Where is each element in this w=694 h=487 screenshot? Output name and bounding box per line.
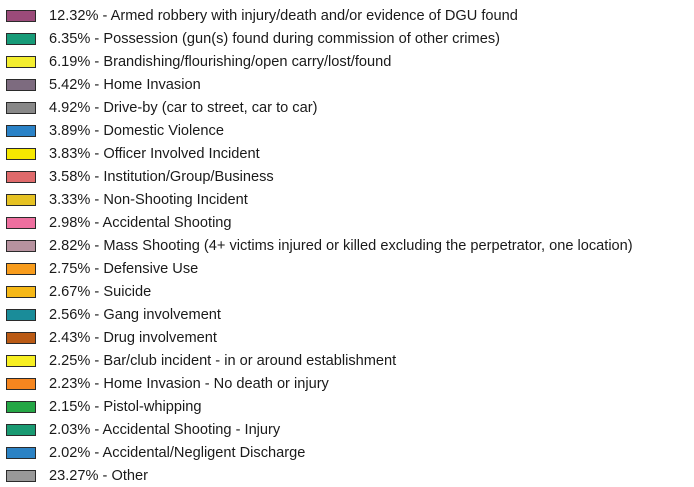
legend-label: 2.75% - Defensive Use: [49, 260, 199, 277]
legend-item: [6, 211, 692, 234]
legend-item: [6, 96, 692, 119]
legend-swatch: [6, 148, 36, 160]
legend-item: [6, 119, 692, 142]
legend-label: 6.19% - Brandishing/flourishing/open carry/lost/found: [49, 53, 392, 70]
legend-swatch: [6, 194, 36, 206]
legend-swatch: [6, 217, 36, 229]
legend-swatch: [6, 56, 36, 68]
legend-label: 2.82% - Mass Shooting (4+ victims injured or killed excluding the perpetrator, one location): [49, 237, 633, 254]
legend-label: 2.02% - Accidental/Negligent Discharge: [49, 444, 306, 461]
legend-swatch: [6, 447, 36, 459]
legend-item: [6, 349, 692, 372]
legend-label: 2.03% - Accidental Shooting - Injury: [49, 421, 281, 438]
legend-label: 12.32% - Armed robbery with injury/death and/or evidence of DGU found: [49, 7, 518, 24]
legend-item: [6, 372, 692, 395]
legend-swatch: [6, 424, 36, 436]
legend-item: [6, 165, 692, 188]
legend-item: [6, 4, 692, 27]
legend-swatch: [6, 378, 36, 390]
legend-label: 2.56% - Gang involvement: [49, 306, 221, 323]
legend-item: [6, 188, 692, 211]
legend-swatch: [6, 102, 36, 114]
legend-item: [6, 326, 692, 349]
legend-swatch: [6, 286, 36, 298]
legend-swatch: [6, 263, 36, 275]
legend-label: 3.89% - Domestic Violence: [49, 122, 224, 139]
legend-label: 23.27% - Other: [49, 467, 148, 484]
legend-label: 3.33% - Non-Shooting Incident: [49, 191, 248, 208]
legend-swatch: [6, 33, 36, 45]
legend-label: 2.25% - Bar/club incident - in or around establishment: [49, 352, 397, 369]
legend-item: [6, 257, 692, 280]
legend-label: 2.98% - Accidental Shooting: [49, 214, 232, 231]
legend-label: 2.43% - Drug involvement: [49, 329, 217, 346]
legend-item: [6, 234, 692, 257]
legend-label: 3.83% - Officer Involved Incident: [49, 145, 260, 162]
legend-label: 5.42% - Home Invasion: [49, 76, 201, 93]
legend-item: [6, 27, 692, 50]
legend-label: 3.58% - Institution/Group/Business: [49, 168, 274, 185]
chart-legend: [6, 4, 692, 487]
legend-item: [6, 50, 692, 73]
legend-swatch: [6, 470, 36, 482]
legend-item: [6, 303, 692, 326]
legend-swatch: [6, 355, 36, 367]
legend-item: [6, 280, 692, 303]
legend-swatch: [6, 240, 36, 252]
legend-swatch: [6, 171, 36, 183]
legend-label: 2.15% - Pistol-whipping: [49, 398, 202, 415]
legend-swatch: [6, 125, 36, 137]
legend-swatch: [6, 401, 36, 413]
legend-label: 4.92% - Drive-by (car to street, car to car): [49, 99, 318, 116]
legend-swatch: [6, 10, 36, 22]
legend-swatch: [6, 79, 36, 91]
legend-label: 6.35% - Possession (gun(s) found during commission of other crimes): [49, 30, 500, 47]
legend-item: [6, 441, 692, 464]
legend-swatch: [6, 332, 36, 344]
legend-label: 2.23% - Home Invasion - No death or injury: [49, 375, 329, 392]
legend-swatch: [6, 309, 36, 321]
legend-item: [6, 395, 692, 418]
legend-label: 2.67% - Suicide: [49, 283, 152, 300]
legend-item: [6, 418, 692, 441]
legend-item: [6, 73, 692, 96]
legend-item: [6, 142, 692, 165]
legend-item: [6, 464, 692, 487]
